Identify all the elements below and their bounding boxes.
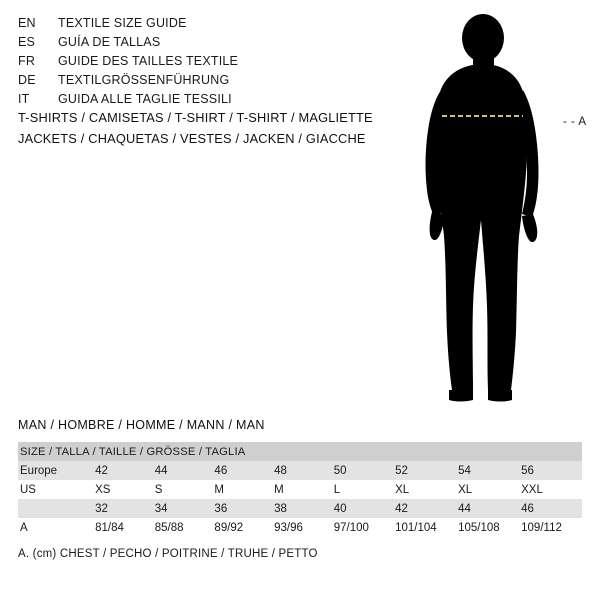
language-row (18, 54, 398, 73)
table-cell: 46 (519, 499, 582, 518)
table-cell: 89/92 (212, 518, 272, 537)
language-text: TEXTILGRÖSSENFÜHRUNG (58, 73, 230, 87)
row-label (18, 499, 93, 518)
language-code: DE (18, 73, 36, 87)
language-code: EN (18, 16, 36, 30)
table-row (18, 518, 582, 537)
table-cell: 36 (212, 499, 272, 518)
category-list (18, 110, 418, 152)
table-cell: 42 (393, 499, 456, 518)
language-text: GUIDE DES TAILLES TEXTILE (58, 54, 239, 68)
category-tshirts: T-SHIRTS / CAMISETAS / T-SHIRT / T-SHIRT / MAGLIETTE (18, 110, 373, 125)
language-row (18, 16, 398, 35)
table-cell: 42 (93, 461, 153, 480)
table-cell: 38 (272, 499, 332, 518)
table-header-label: SIZE / TALLA / TAILLE / GRÖSSE / TAGLIA (18, 442, 582, 461)
language-row (18, 73, 398, 92)
table-cell: L (332, 480, 393, 499)
table-cell: XL (456, 480, 519, 499)
footnote: A. (cm) CHEST / PECHO / POITRINE / TRUHE / PETTO (18, 548, 318, 560)
table-cell: 97/100 (332, 518, 393, 537)
table-cell: 56 (519, 461, 582, 480)
table-cell: 44 (456, 499, 519, 518)
table-cell: 34 (153, 499, 213, 518)
table-cell: 54 (456, 461, 519, 480)
male-silhouette-icon (415, 14, 590, 404)
measure-label-a: - - A (563, 116, 587, 128)
table-cell: 109/112 (519, 518, 582, 537)
table-cell: S (153, 480, 213, 499)
table-cell: M (272, 480, 332, 499)
table-cell: 105/108 (456, 518, 519, 537)
table-cell: 32 (93, 499, 153, 518)
table-cell: 50 (332, 461, 393, 480)
table-cell: 48 (272, 461, 332, 480)
table-cell: 44 (153, 461, 213, 480)
language-row (18, 35, 398, 54)
table-cell: 93/96 (272, 518, 332, 537)
table-cell: XL (393, 480, 456, 499)
row-label: US (18, 480, 93, 499)
row-label: Europe (18, 461, 93, 480)
size-table (18, 442, 582, 537)
table-header-row (18, 442, 582, 461)
language-text: GUIDA ALLE TAGLIE TESSILI (58, 92, 232, 106)
language-code: IT (18, 92, 30, 106)
language-text: TEXTILE SIZE GUIDE (58, 16, 187, 30)
language-code: FR (18, 54, 36, 68)
language-row (18, 92, 398, 111)
category-jackets: JACKETS / CHAQUETAS / VESTES / JACKEN / GIACCHE (18, 131, 366, 146)
body-figure (415, 14, 590, 404)
table-cell: 46 (212, 461, 272, 480)
table-row (18, 499, 582, 518)
table-cell: M (212, 480, 272, 499)
table-row (18, 480, 582, 499)
table-title: MAN / HOMBRE / HOMME / MANN / MAN (18, 418, 265, 432)
table-cell: 40 (332, 499, 393, 518)
table-cell: 52 (393, 461, 456, 480)
row-label: A (18, 518, 93, 537)
language-text: GUÍA DE TALLAS (58, 35, 161, 49)
table-cell: XXL (519, 480, 582, 499)
table-row (18, 461, 582, 480)
language-list (18, 16, 398, 111)
table-cell: 85/88 (153, 518, 213, 537)
table-cell: XS (93, 480, 153, 499)
language-code: ES (18, 35, 36, 49)
table-cell: 101/104 (393, 518, 456, 537)
table-cell: 81/84 (93, 518, 153, 537)
